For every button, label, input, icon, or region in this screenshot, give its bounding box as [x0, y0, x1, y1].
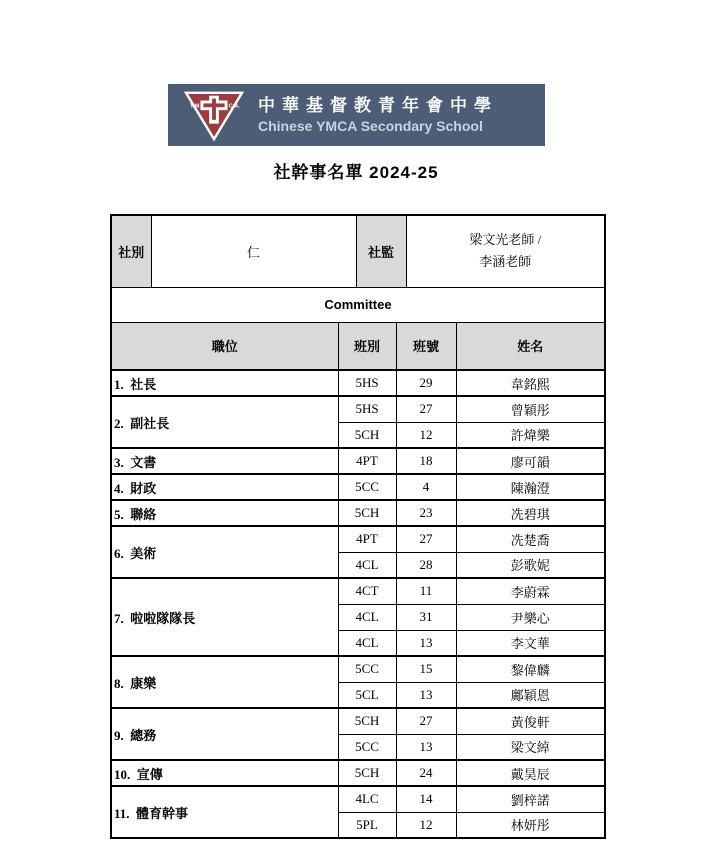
supervisor-value-cell	[406, 215, 605, 287]
page-title: 社幹事名單 2024-25	[273, 163, 439, 182]
name-cell: 林妍彤	[456, 812, 605, 838]
position-cell: 11. 體育幹事	[111, 786, 338, 838]
position-cell: 10. 宣傳	[111, 760, 338, 786]
class-cell: 5CC	[338, 656, 396, 682]
table-row	[111, 370, 605, 396]
supervisor-line-1: 梁文光老師 /	[469, 232, 542, 248]
school-name-chinese: 中華基督教青年會中學	[258, 96, 498, 116]
school-name-english: Chinese YMCA Secondary School	[258, 118, 483, 135]
number-cell: 12	[396, 422, 456, 448]
col-header-position: 職位	[111, 322, 338, 370]
name-cell: 戴昊辰	[456, 760, 605, 786]
class-cell: 5CH	[338, 760, 396, 786]
ymca-logo-icon	[180, 87, 248, 143]
class-cell: 5CH	[338, 500, 396, 526]
svg-text:C.A.: C.A.	[228, 103, 241, 110]
name-cell: 尹樂心	[456, 604, 605, 630]
number-cell: 27	[396, 396, 456, 422]
table-row	[111, 760, 605, 786]
table-row	[111, 448, 605, 474]
house-value-cell: 仁	[151, 215, 356, 287]
class-cell: 4LC	[338, 786, 396, 812]
class-cell: 5CC	[338, 474, 396, 500]
name-cell: 冼碧琪	[456, 500, 605, 526]
number-cell: 13	[396, 682, 456, 708]
name-cell: 韋銘熙	[456, 370, 605, 396]
school-banner	[168, 84, 545, 146]
column-header-row	[111, 322, 605, 370]
name-cell: 彭歌妮	[456, 552, 605, 578]
table-row	[111, 708, 605, 734]
position-cell: 4. 財政	[111, 474, 338, 500]
committee-table	[110, 214, 606, 839]
position-cell: 2. 副社長	[111, 396, 338, 448]
name-cell: 曾穎彤	[456, 396, 605, 422]
name-cell: 黃俊軒	[456, 708, 605, 734]
class-cell: 5CL	[338, 682, 396, 708]
name-cell: 李蔚霖	[456, 578, 605, 604]
name-cell: 冼楚喬	[456, 526, 605, 552]
position-cell: 9. 總務	[111, 708, 338, 760]
class-cell: 4PT	[338, 448, 396, 474]
class-cell: 4CT	[338, 578, 396, 604]
house-label-cell: 社別	[111, 215, 151, 287]
name-cell: 廖可韻	[456, 448, 605, 474]
col-header-class-no: 班號	[396, 322, 456, 370]
class-cell: 4CL	[338, 604, 396, 630]
table-row	[111, 474, 605, 500]
name-cell: 許煒樂	[456, 422, 605, 448]
class-cell: 5HS	[338, 396, 396, 422]
name-cell: 鄺穎恩	[456, 682, 605, 708]
number-cell: 13	[396, 734, 456, 760]
name-cell: 陳瀚澄	[456, 474, 605, 500]
number-cell: 11	[396, 578, 456, 604]
class-cell: 5HS	[338, 370, 396, 396]
number-cell: 31	[396, 604, 456, 630]
col-header-name: 姓名	[456, 322, 605, 370]
position-cell: 8. 康樂	[111, 656, 338, 708]
name-cell: 梁文綽	[456, 734, 605, 760]
table-row	[111, 500, 605, 526]
number-cell: 27	[396, 526, 456, 552]
supervisor-label-cell: 社監	[356, 215, 406, 287]
number-cell: 27	[396, 708, 456, 734]
class-cell: 5CH	[338, 422, 396, 448]
school-name-block	[258, 95, 498, 135]
number-cell: 13	[396, 630, 456, 656]
class-cell: 4CL	[338, 552, 396, 578]
svg-text:Y.M.: Y.M.	[189, 103, 202, 110]
name-cell: 黎偉麟	[456, 656, 605, 682]
table-row	[111, 786, 605, 812]
number-cell: 24	[396, 760, 456, 786]
number-cell: 14	[396, 786, 456, 812]
position-cell: 5. 聯絡	[111, 500, 338, 526]
info-row	[111, 215, 605, 287]
number-cell: 28	[396, 552, 456, 578]
position-cell: 6. 美術	[111, 526, 338, 578]
class-cell: 4PT	[338, 526, 396, 552]
number-cell: 23	[396, 500, 456, 526]
position-cell: 3. 文書	[111, 448, 338, 474]
position-cell: 1. 社長	[111, 370, 338, 396]
table-row	[111, 656, 605, 682]
class-cell: 5CH	[338, 708, 396, 734]
supervisor-line-2: 李涵老師	[479, 254, 532, 270]
name-cell: 李文華	[456, 630, 605, 656]
class-cell: 4CL	[338, 630, 396, 656]
number-cell: 15	[396, 656, 456, 682]
committee-header-cell: Committee	[111, 287, 605, 322]
table-row	[111, 396, 605, 422]
number-cell: 18	[396, 448, 456, 474]
number-cell: 4	[396, 474, 456, 500]
committee-header-row	[111, 287, 605, 322]
number-cell: 29	[396, 370, 456, 396]
class-cell: 5CC	[338, 734, 396, 760]
number-cell: 12	[396, 812, 456, 838]
position-cell: 7. 啦啦隊隊長	[111, 578, 338, 656]
class-cell: 5PL	[338, 812, 396, 838]
name-cell: 劉梓諾	[456, 786, 605, 812]
col-header-class: 班別	[338, 322, 396, 370]
table-row	[111, 578, 605, 604]
table-row	[111, 526, 605, 552]
